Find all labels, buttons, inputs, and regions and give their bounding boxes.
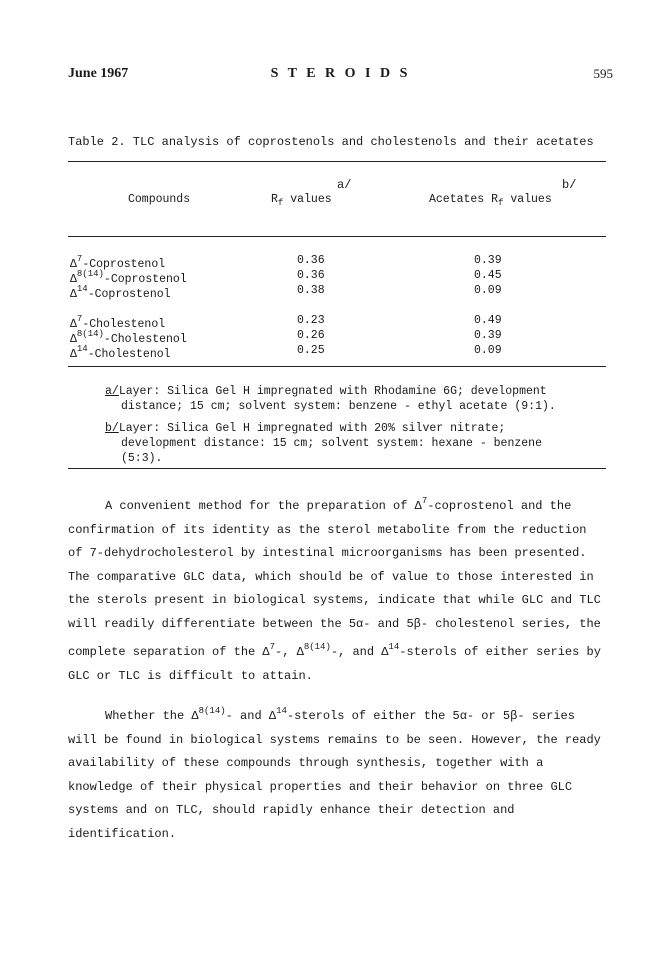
compound-name: $\Delta^{8(14)}$-Coprostenol	[70, 269, 187, 286]
acetate-rf-value: 0.49	[474, 314, 502, 327]
column-header-compounds: Compounds	[128, 193, 191, 206]
table-footnote-b: b/Layer: Silica Gel H impregnated with 20% silver nitrate; development distance: 15 cm; solvent system: hexane - benzene (5:3).	[105, 422, 542, 465]
compound-name: $\Delta^{8(14)}$-Cholestenol	[70, 329, 187, 346]
table-header-rule	[68, 236, 606, 237]
acetate-rf-value: 0.09	[474, 284, 502, 297]
issue-date: June 1967	[68, 66, 129, 81]
compound-name: $\Delta^{14}$-Cholestenol	[70, 344, 171, 361]
paragraph: A convenient method for the preparation of $\Delta^7$-coprostenol and the confirmation of its identity as the sterol metabolite from the reduction of 7-dehydrocholesterol by intestinal microorganisms has been presented. The comparative GLC data, which should be of value to those interested in the sterols present in biological systems, indicate that while GLC and TLC will readily differentiate between the 5α- and 5β- cholestenol series, the complete separation of the $\Delta^7-$, $\Delta^{8(14)}-$, and $\Delta^{14}$-sterols of either series by GLC or TLC is difficult to attain.	[68, 496, 601, 683]
acetate-rf-value: 0.09	[474, 344, 502, 357]
column-header-acetates-rf: Acetates $R_f$ values	[429, 193, 552, 208]
footnote-a-mark: a/	[105, 385, 119, 398]
table-row	[0, 284, 600, 299]
column-rf-footnote-mark: a/	[337, 178, 352, 192]
rf-value: 0.25	[297, 344, 325, 357]
rf-value: 0.38	[297, 284, 325, 297]
table-footnote-a: a/Layer: Silica Gel H impregnated with Rhodamine 6G; development distance; 15 cm; solvent system: benzene - ethyl acetate (9:1).	[105, 385, 556, 413]
paragraph: Whether the $\Delta^{8(14)}-$ and $\Delta^{14}$-sterols of either the 5α- or 5β- series will be found in biological systems remains to be seen. However, the ready availability of these compounds through synthesis, together with a knowledge of their physical properties and their behavior on three GLC systems and on TLC, should rapidly enhance their detection and identification.	[68, 706, 601, 841]
table-row	[0, 269, 600, 284]
table-row	[0, 254, 600, 269]
footnote-bottom-rule	[68, 468, 606, 469]
compound-name: $\Delta^{14}$-Coprostenol	[70, 284, 171, 301]
page-number: 595	[593, 66, 613, 81]
body-text	[68, 490, 608, 846]
acetate-rf-value: 0.39	[474, 254, 502, 267]
table-row	[0, 329, 600, 344]
journal-title: S T E R O I D S	[270, 66, 411, 81]
acetate-rf-value: 0.39	[474, 329, 502, 342]
column-acetates-footnote-mark: b/	[562, 178, 577, 192]
footnote-b-mark: b/	[105, 422, 119, 435]
compound-name: $\Delta^7$-Coprostenol	[70, 254, 166, 271]
table-row	[0, 344, 600, 359]
rf-value: 0.36	[297, 269, 325, 282]
table-bottom-rule	[68, 366, 606, 367]
table-caption: Table 2. TLC analysis of coprostenols and cholestenols and their acetates	[68, 135, 594, 149]
compound-name: $\Delta^7$-Cholestenol	[70, 314, 166, 331]
rf-value: 0.26	[297, 329, 325, 342]
table-row	[0, 314, 600, 329]
page-header	[68, 66, 613, 86]
column-header-rf: $R_f$ values	[271, 193, 332, 208]
rf-value: 0.23	[297, 314, 325, 327]
table-top-rule	[68, 161, 606, 162]
acetate-rf-value: 0.45	[474, 269, 502, 282]
rf-value: 0.36	[297, 254, 325, 267]
